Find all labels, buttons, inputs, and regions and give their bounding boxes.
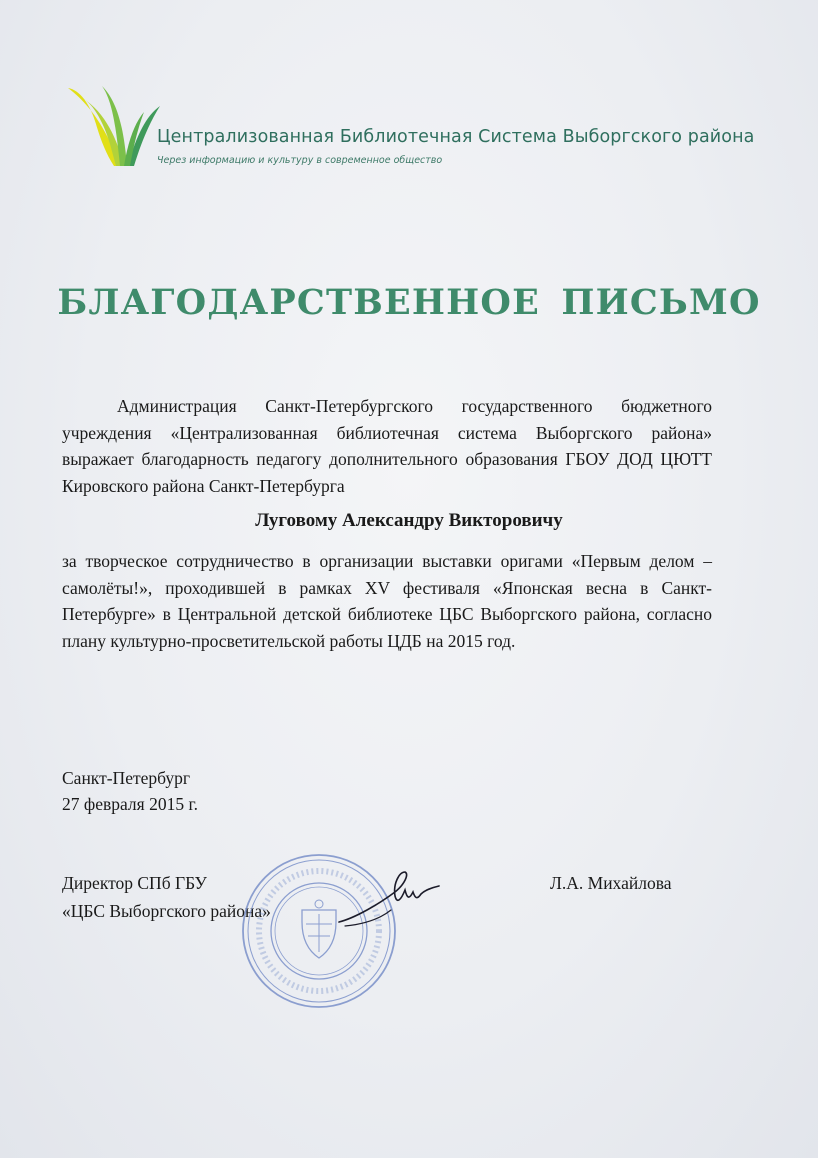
handwritten-signature bbox=[335, 860, 475, 930]
intro-paragraph: Администрация Санкт-Петербургского государственного бюджетного учреждения «Централизованная библиотечная система Выборгского района» выражает благодарность педагогу дополнительного образования ГБОУ ДОД ЦЮТТ Кировского района Санкт-Петербурга bbox=[62, 396, 712, 496]
organization-name: Централизованная Библиотечная Система Выборгского района bbox=[157, 127, 755, 147]
signer-title-line2: «ЦБС Выборгского района» bbox=[62, 901, 271, 921]
place-line: Санкт-Петербург bbox=[62, 768, 191, 788]
recipient-name: Луговому Александру Викторовичу bbox=[255, 510, 563, 531]
signer-title-line1: Директор СПб ГБУ bbox=[62, 873, 207, 893]
reason-paragraph: за творческое сотрудничество в организации выставки оригами «Первым делом – самолёты!», проходившей в рамках XV фестиваля «Японская весна в Санкт-Петербурге» в Центральной детской библиотеке ЦБС Выборгского района, согласно плану культурно-просветительской работы ЦДБ на 2015 год. bbox=[62, 551, 712, 651]
organization-slogan: Через информацию и культуру в современное общество bbox=[157, 155, 443, 166]
library-logo-mark bbox=[66, 82, 162, 168]
date-line: 27 февраля 2015 г. bbox=[62, 794, 199, 814]
document-title: БЛАГОДАРСТВЕННОЕ ПИСЬМО bbox=[57, 282, 761, 323]
signer-name: Л.А. Михайлова bbox=[550, 873, 672, 893]
